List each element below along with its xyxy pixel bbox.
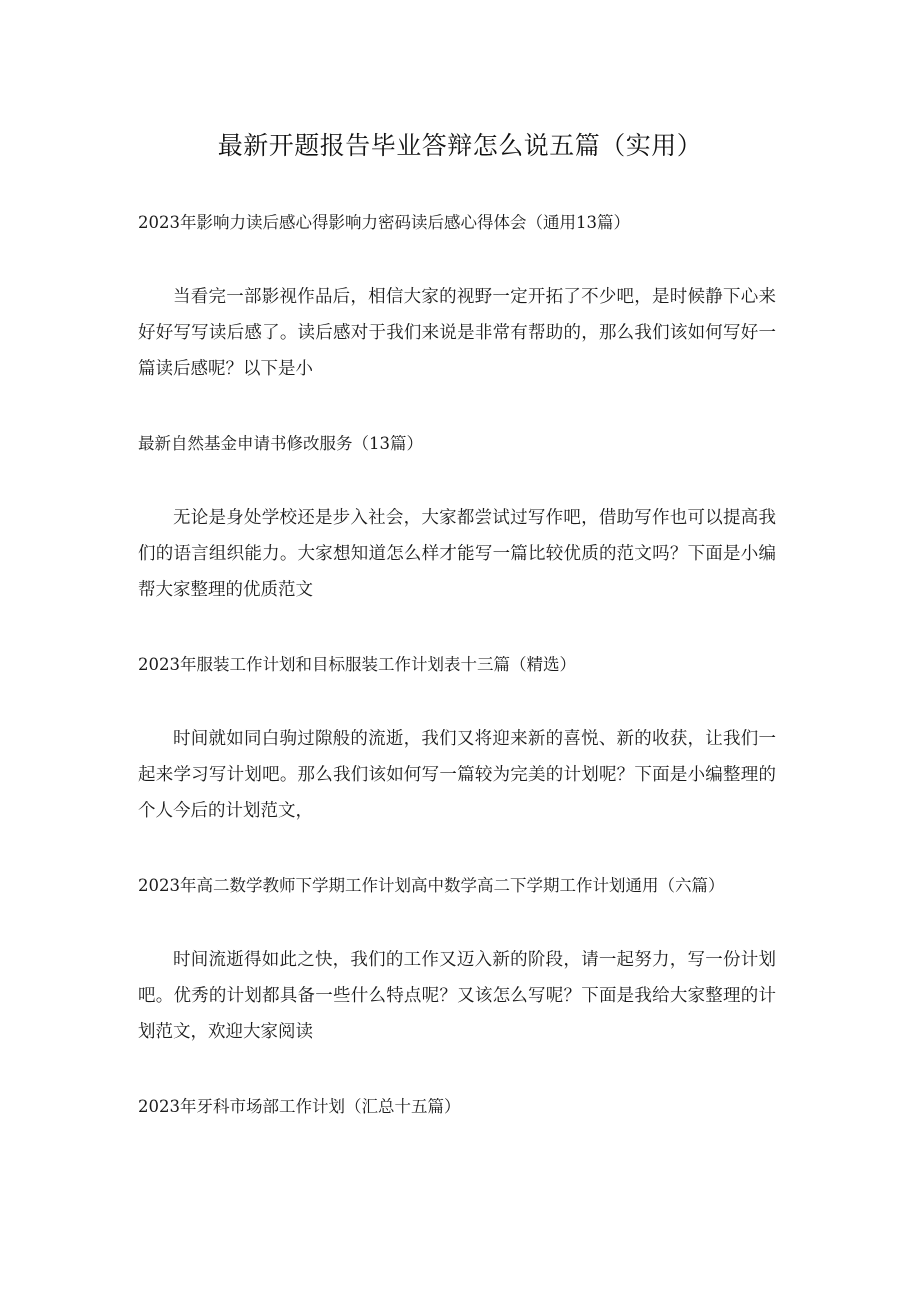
entry [138, 206, 776, 387]
document-body [138, 206, 776, 1163]
entry-heading: 2023年牙科市场部工作计划（汇总十五篇） [138, 1097, 461, 1116]
entry-summary: 当看完一部影视作品后，相信大家的视野一定开拓了不少吧，是时候静下心来好好写写读后感了。读后感对于我们来说是非常有帮助的，那么我们该如何写好一篇读后感呢？以下是小 [138, 287, 776, 379]
entry-heading: 最新自然基金申请书修改服务（13篇） [138, 434, 423, 453]
entry [138, 427, 776, 608]
entry-summary: 时间就如同白驹过隙般的流逝，我们又将迎来新的喜悦、新的收获，让我们一起来学习写计划吧。那么我们该如何写一篇较为完美的计划呢？下面是小编整理的个人今后的计划范文， [138, 729, 776, 821]
entry-heading: 2023年影响力读后感心得影响力密码读后感心得体会（通用13篇） [138, 213, 630, 232]
entry [138, 869, 776, 1050]
document-title: 最新开题报告毕业答辩怎么说五篇（实用） [217, 131, 703, 160]
entry [138, 1090, 776, 1123]
entry-summary: 无论是身处学校还是步入社会，大家都尝试过写作吧，借助写作也可以提高我们的语言组织能力。大家想知道怎么样才能写一篇比较优质的范文吗？下面是小编帮大家整理的优质范文 [138, 508, 776, 600]
entry-heading: 2023年服装工作计划和目标服装工作计划表十三篇（精选） [138, 655, 576, 674]
entry-summary: 时间流逝得如此之快，我们的工作又迈入新的阶段，请一起努力，写一份计划吧。优秀的计划都具备一些什么特点呢？又该怎么写呢？下面是我给大家整理的计划范文，欢迎大家阅读 [138, 950, 776, 1042]
entry-heading: 2023年高二数学教师下学期工作计划高中数学高二下学期工作计划通用（六篇） [138, 876, 725, 895]
entry [138, 648, 776, 829]
